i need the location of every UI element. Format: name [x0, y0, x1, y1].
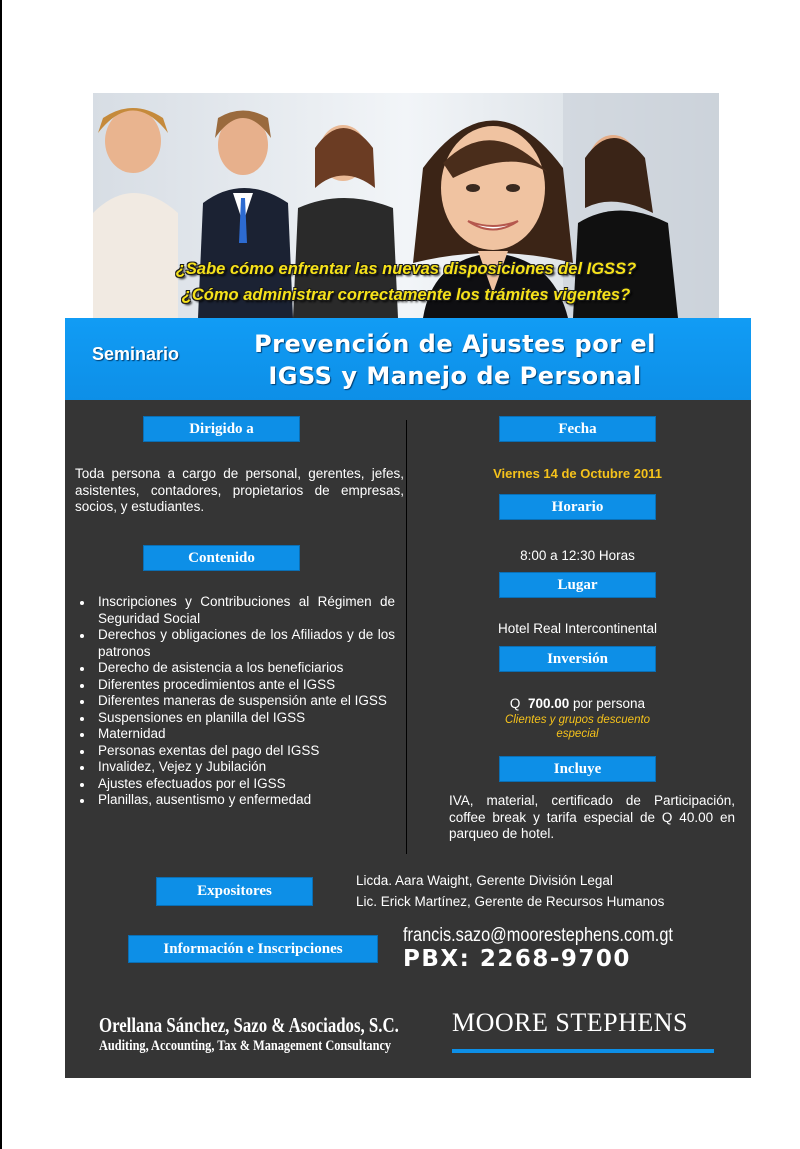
contact-email[interactable]: francis.sazo@moorestephens.com.gt: [403, 925, 673, 946]
seminar-title: [195, 328, 715, 392]
inversion-price: [440, 696, 715, 713]
firm-name: Orellana Sánchez, Sazo & Asociados, S.C.: [99, 1013, 399, 1037]
expositores-heading: Expositores: [156, 877, 313, 906]
dirigido-heading: Dirigido a: [143, 416, 300, 442]
speaker-1: Licda. Aara Waight, Gerente División Legal: [356, 873, 613, 888]
lugar-heading: Lugar: [499, 572, 656, 598]
seminario-label: Seminario: [92, 344, 180, 364]
list-item: Planillas, ausentismo y enfermedad: [75, 792, 395, 809]
fecha-value: Viernes 14 de Octubre 2011: [493, 466, 662, 481]
column-divider: [406, 420, 407, 854]
seminar-title-line-1: Prevención de Ajustes por el: [254, 330, 656, 358]
list-item: Maternidad: [75, 726, 395, 743]
list-item: Derechos y obligaciones de los Afiliados y de los patronos: [75, 627, 395, 660]
lugar-value: Hotel Real Intercontinental: [497, 621, 658, 636]
incluye-text: IVA, material, certificado de Participación, coffee break y tarifa especial de Q 40.00 en parqueo de hotel.: [449, 793, 735, 841]
contact-phone: PBX: 2268-9700: [403, 946, 631, 972]
list-item: Suspensiones en planilla del IGSS: [75, 710, 395, 727]
office-people-illustration: [93, 93, 719, 318]
list-item: Ajustes efectuados por el IGSS: [75, 776, 395, 793]
horario-heading: Horario: [499, 494, 656, 520]
firm-tagline: Auditing, Accounting, Tax & Management Consultancy: [99, 1038, 392, 1054]
list-item: Invalidez, Vejez y Jubilación: [75, 759, 395, 776]
logo-underline: [452, 1049, 714, 1053]
seminar-title-line-2: IGSS y Manejo de Personal: [268, 362, 642, 390]
inversion-amount: 700.00: [527, 696, 570, 711]
contenido-heading: Contenido: [143, 545, 300, 571]
page-edge-line: [0, 0, 2, 1149]
hero-question-1: ¿Sabe cómo enfrentar las nuevas disposiciones del IGSS?: [175, 260, 637, 278]
inversion-currency: Q: [509, 696, 521, 711]
discount-line-1: Clientes y grupos descuento: [504, 714, 651, 726]
info-heading: Información e Inscripciones: [128, 935, 378, 963]
list-item: Diferentes procedimientos ante el IGSS: [75, 677, 395, 694]
list-item: Diferentes maneras de suspensión ante el IGSS: [75, 693, 395, 710]
incluye-heading: Incluye: [499, 756, 656, 782]
inversion-discount: [440, 713, 715, 741]
list-item: Derecho de asistencia a los beneficiarios: [75, 660, 395, 677]
hero-question-2: ¿Cómo administrar correctamente los trámites vigentes?: [181, 286, 631, 304]
dirigido-text: Toda persona a cargo de personal, gerentes, jefes, asistentes, contadores, propietarios de empresas, socios, y estudiantes.: [75, 466, 404, 514]
contenido-list: [75, 594, 395, 809]
fecha-heading: Fecha: [499, 416, 656, 442]
list-item: Inscripciones y Contribuciones al Régimen de Seguridad Social: [75, 594, 395, 627]
list-item: Personas exentas del pago del IGSS: [75, 743, 395, 760]
inversion-heading: Inversión: [499, 646, 656, 672]
horario-value: 8:00 a 12:30 Horas: [520, 548, 635, 563]
inversion-per: por persona: [573, 696, 646, 711]
moore-stephens-logo: MOORE STEPHENS: [452, 1008, 688, 1037]
speaker-2: Lic. Erick Martínez, Gerente de Recursos Humanos: [356, 894, 665, 909]
hero-photo: [93, 93, 719, 318]
title-band: [65, 318, 751, 400]
discount-line-2: especial: [556, 728, 599, 740]
